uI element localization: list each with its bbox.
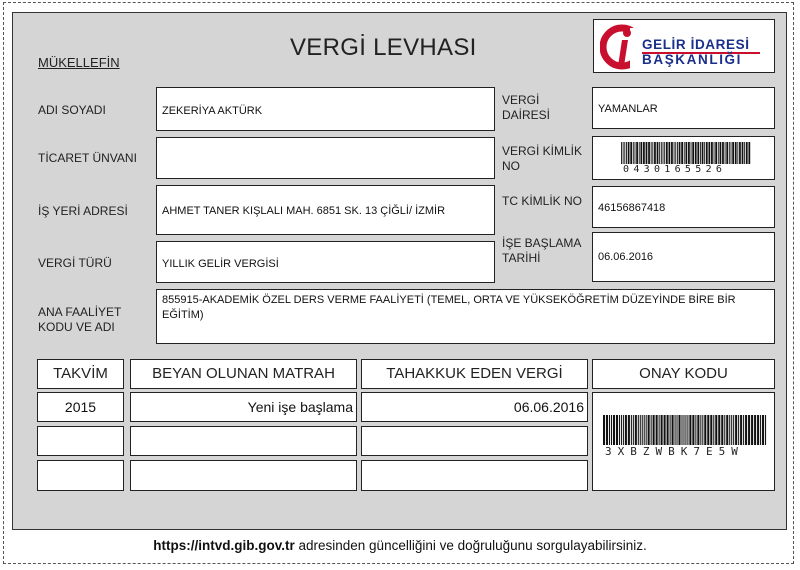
header-takvim: TAKVİM [37, 359, 124, 389]
field-adi-soyadi [156, 87, 495, 131]
field-tc-kimlik-no [592, 186, 775, 228]
label-vergi-dairesi: VERGİ DAİRESİ [502, 93, 551, 122]
value-vergi-dairesi: YAMANLAR [598, 103, 658, 115]
label-tc-kimlik-no: TC KİMLİK NO [502, 194, 583, 208]
document-title: VERGİ LEVHASI [290, 34, 477, 61]
footer-text: adresinden güncelliğini ve doğruluğunu sorgulayabilirsiniz. [294, 538, 647, 553]
value-tc-kimlik-no: 46156867418 [598, 202, 666, 214]
field-ticaret-unvani [156, 137, 495, 179]
footer-url[interactable]: https://intvd.gib.gov.tr [153, 538, 295, 553]
footer-note [0, 538, 800, 553]
section-label: MÜKELLEFİN [38, 55, 120, 70]
cell-matrah-2 [130, 426, 357, 456]
logo-line-1: GELİR İDARESİ [642, 37, 750, 52]
value-onay-kodu: 3XBZWBK7E5W [605, 445, 744, 458]
label-is-yeri-adresi: İŞ YERİ ADRESİ [38, 204, 128, 218]
onay-barcode [603, 415, 767, 445]
value-vergi-turu: YILLIK GELİR VERGİSİ [162, 258, 279, 270]
label-vergi-kimlik-no: VERGİ KİMLİK NO [502, 144, 583, 173]
label-vergi-turu: VERGİ TÜRÜ [38, 256, 112, 270]
label-ana-faaliyet: ANA FAALİYET KODU VE ADI [38, 305, 122, 334]
field-vergi-turu [156, 241, 495, 283]
value-ana-faaliyet: 855915-AKADEMİK ÖZEL DERS VERME FAALİYETİ (TEMEL, ORTA VE YÜKSEKÖĞRETİM DÜZEYİNDE BİRE BİR EĞİTİM) [162, 294, 736, 321]
vkn-barcode [621, 142, 751, 164]
cell-vergi-2 [361, 426, 588, 456]
cell-takvim-1: 2015 [37, 392, 124, 422]
field-ise-baslama-tarihi [592, 232, 775, 282]
label-ticaret-unvani: TİCARET ÜNVANI [38, 151, 137, 165]
field-ana-faaliyet [156, 289, 775, 344]
cell-matrah-1: Yeni işe başlama [130, 392, 357, 422]
label-ise-baslama-tarihi: İŞE BAŞLAMA TARİHİ [502, 236, 581, 265]
gib-logo-icon [600, 22, 644, 72]
label-adi-soyadi: ADI SOYADI [38, 103, 106, 117]
field-vergi-kimlik-no [592, 136, 775, 180]
value-ise-baslama-tarihi: 06.06.2016 [598, 251, 654, 263]
field-onay-kodu [592, 392, 775, 491]
cell-takvim-2 [37, 426, 124, 456]
field-is-yeri-adresi [156, 185, 495, 235]
value-adi-soyadi: ZEKERİYA AKTÜRK [162, 105, 263, 117]
logo-line-2: BAŞKANLIĞI [642, 52, 742, 67]
header-onay-kodu: ONAY KODU [592, 359, 775, 389]
cell-matrah-3 [130, 460, 357, 491]
gib-logo [593, 19, 775, 73]
cell-vergi-1: 06.06.2016 [361, 392, 588, 422]
value-vergi-kimlik-no: 0430165526 [623, 164, 727, 175]
field-vergi-dairesi [592, 87, 775, 129]
header-tahakkuk-eden-vergi: TAHAKKUK EDEN VERGİ [361, 359, 588, 389]
header-beyan-olunan-matrah: BEYAN OLUNAN MATRAH [130, 359, 357, 389]
cell-vergi-3 [361, 460, 588, 491]
cell-takvim-3 [37, 460, 124, 491]
value-is-yeri-adresi: AHMET TANER KIŞLALI MAH. 6851 SK. 13 ÇİĞLİ/ İZMİR [162, 205, 446, 217]
